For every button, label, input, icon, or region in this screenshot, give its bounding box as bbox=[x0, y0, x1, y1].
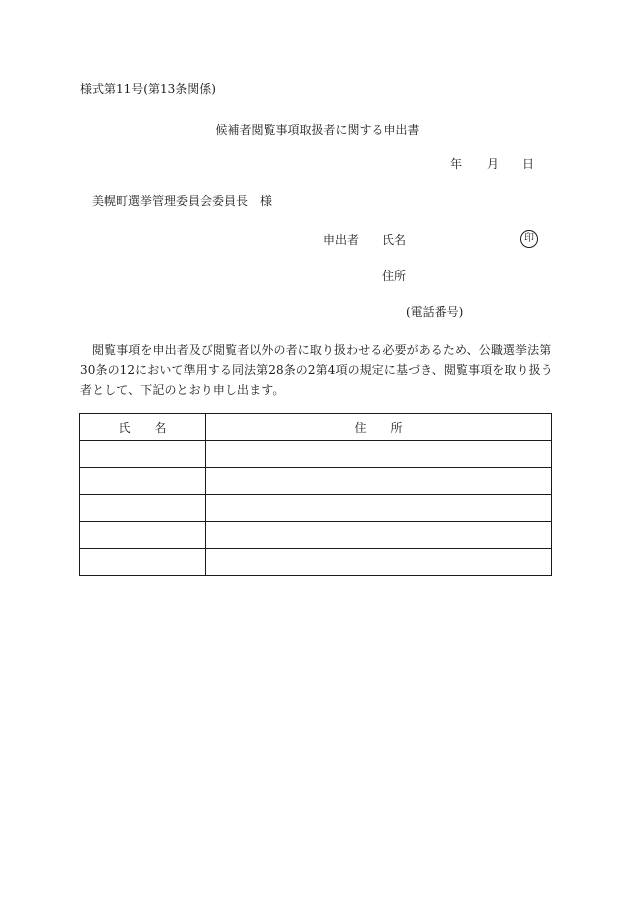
phone-label: (電話番号) bbox=[406, 305, 464, 319]
date-month-label: 月 bbox=[487, 157, 500, 171]
table-row bbox=[80, 522, 552, 549]
address-cell bbox=[206, 495, 552, 522]
date-year-label: 年 bbox=[450, 157, 463, 171]
document-title: 候補者閲覧事項取扱者に関する申出書 bbox=[215, 123, 420, 137]
address-cell bbox=[206, 441, 552, 468]
seal-mark: 印 bbox=[520, 230, 538, 248]
name-cell bbox=[80, 549, 206, 576]
address-cell bbox=[206, 468, 552, 495]
table-row bbox=[80, 441, 552, 468]
table-row bbox=[80, 549, 552, 576]
header-name: 氏 名 bbox=[80, 414, 206, 441]
name-label: 氏名 bbox=[382, 233, 407, 247]
header-address: 住 所 bbox=[206, 414, 552, 441]
name-cell bbox=[80, 441, 206, 468]
table-row bbox=[80, 468, 552, 495]
recipient: 美幌町選挙管理委員会委員長 様 bbox=[92, 194, 273, 208]
address-cell bbox=[206, 522, 552, 549]
address-cell bbox=[206, 549, 552, 576]
applicant-label: 申出者 bbox=[323, 233, 360, 247]
table-header-row bbox=[80, 414, 552, 441]
date-day-label: 日 bbox=[522, 157, 535, 171]
form-number: 様式第11号(第13条関係) bbox=[80, 82, 216, 96]
body-text: 閲覧事項を申出者及び閲覧者以外の者に取り扱わせる必要があるため、公職選挙法第30条の12において準用する同法第28条の2第4項の規定に基づき、閲覧事項を取り扱う者として、下記のとおり申し出ます。 bbox=[80, 343, 553, 397]
name-cell bbox=[80, 522, 206, 549]
address-label: 住所 bbox=[382, 269, 407, 283]
name-cell bbox=[80, 495, 206, 522]
handler-table bbox=[79, 413, 552, 576]
name-cell bbox=[80, 468, 206, 495]
table-row bbox=[80, 495, 552, 522]
